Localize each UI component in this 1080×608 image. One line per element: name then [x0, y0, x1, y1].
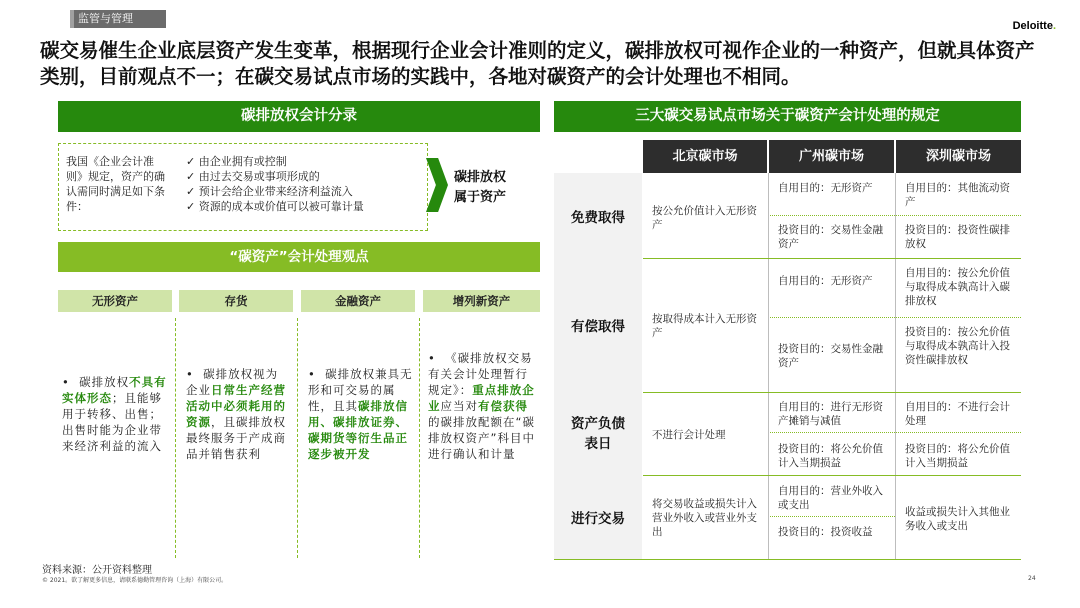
col-header-inventory: 存货 [179, 290, 293, 312]
table-cell: 自用目的：无形资产 [778, 275, 873, 287]
left-title-bar: 碳排放权会计分录 [58, 101, 540, 132]
table-col-divider [895, 173, 896, 559]
condition-item: ✓ 预计会给企业带来经济利益流入 [186, 185, 353, 198]
row-label-free: 免费取得 [554, 173, 642, 258]
table-header-shenzhen: 深圳碳市场 [896, 140, 1021, 173]
table-header-beijing: 北京碳市场 [643, 140, 767, 173]
table-col-divider [768, 173, 769, 559]
conclusion-line2: 属于资产 [454, 190, 507, 205]
condition-item: ✓ 由企业拥有或控制 [186, 155, 287, 168]
conditions-intro: 我国《企业会计准则》规定，资产的确认需同时满足如下条件： [66, 155, 165, 213]
table-cell: 收益或损失计入其他业务收入或支出 [905, 506, 1010, 532]
arrow-right-icon [426, 158, 448, 212]
column-divider [297, 318, 298, 558]
table-subrow-divider [770, 317, 1021, 318]
table-cell: 自用目的：按公允价值与取得成本孰高计入碳排放权 [905, 267, 1010, 307]
table-subrow-divider [770, 432, 1021, 433]
section-tag: 监管与管理 [70, 10, 166, 28]
table-header-guangzhou: 广州碳市场 [769, 140, 894, 173]
table-cell: 投资目的：投资收益 [778, 526, 873, 538]
table-row-divider [643, 258, 1021, 259]
col-body-new-asset: • 《碳排放权交易有关会计处理暂行规定》：重点排放企业应当对有偿获得的碳排放配额在“碳排放权资产”科目中进行确认和计量 [428, 351, 535, 461]
table-row-divider [643, 475, 1021, 476]
condition-item: ✓ 资源的成本或价值可以被可靠计量 [186, 200, 364, 213]
deloitte-logo: Deloitte. [1012, 20, 1056, 32]
conclusion-text [454, 168, 506, 208]
col-body-financial: • 碳排放权兼具无形和可交易的属性，且其碳排放信用、碳排放证券、碳期货等衍生品正逐步被开发 [308, 367, 413, 461]
table-cell: 投资目的：将公允价值计入当期损益 [905, 443, 1010, 469]
table-cell: 不进行会计处理 [652, 429, 726, 441]
row-label-paid: 有偿取得 [554, 258, 642, 392]
page-number: 24 [1028, 575, 1036, 582]
table-cell: 投资目的：将公允价值计入当期损益 [778, 443, 883, 469]
conditions-list [186, 154, 422, 214]
table-cell: 自用目的：无形资产 [778, 182, 873, 194]
table-cell: 投资目的：投资性碳排放权 [905, 224, 1010, 250]
column-divider [175, 318, 176, 558]
page-headline: 碳交易催生企业底层资产发生变革，根据现行企业会计准则的定义，碳排放权可视作企业的一种资产，但就具体资产类别，目前观点不一；在碳交易试点市场的实践中，各地对碳资产的会计处理也不相同。 [40, 39, 1035, 88]
table-cell: 投资目的：按公允价值与取得成本孰高计入投资性碳排放权 [905, 326, 1010, 366]
views-title-bar: “碳资产”会计处理观点 [58, 242, 540, 272]
right-title-bar: 三大碳交易试点市场关于碳资产会计处理的规定 [554, 101, 1021, 132]
table-cell: 投资目的：交易性金融资产 [778, 224, 883, 250]
copyright: © 2021。欲了解更多信息，请联系德勤管理咨询（上海）有限公司。 [42, 577, 228, 584]
table-cell: 自用目的：其他流动资产 [905, 182, 1010, 208]
source-note: 资料来源：公开资料整理 [42, 565, 152, 576]
row-label-trading: 进行交易 [554, 475, 642, 559]
table-cell: 自用目的：进行无形资产摊销与减值 [778, 401, 883, 427]
col-body-inventory: • 碳排放权视为企业日常生产经营活动中必须耗用的资源，且碳排放权最终服务于产成商品并销售获利 [186, 367, 286, 461]
row-label-balance-sheet-date: 资产负债表日 [554, 392, 642, 475]
table-cell: 投资目的：交易性金融资产 [778, 343, 883, 369]
table-cell: 自用目的：营业外收入或支出 [778, 485, 883, 511]
column-divider [419, 318, 420, 558]
table-cell: 将交易收益或损失计入营业外收入或营业外支出 [652, 498, 757, 538]
table-cell: 按取得成本计入无形资产 [652, 313, 757, 339]
col-header-new-asset: 增列新资产 [423, 290, 540, 312]
col-body-intangible: • 碳排放权不具有实体形态；且能够用于转移、出售；出售时能为企业带来经济利益的流入 [62, 375, 167, 453]
table-row-divider [554, 559, 1021, 560]
col-header-intangible: 无形资产 [58, 290, 172, 312]
table-subrow-divider [770, 516, 895, 517]
condition-item: ✓ 由过去交易或事项形成的 [186, 170, 320, 183]
table-subrow-divider [770, 215, 1021, 216]
col-header-financial: 金融资产 [301, 290, 415, 312]
table-cell: 自用目的：不进行会计处理 [905, 401, 1010, 427]
table-row-divider [643, 392, 1021, 393]
table-cell: 按公允价值计入无形资产 [652, 205, 757, 231]
conclusion-line1: 碳排放权 [454, 170, 507, 185]
